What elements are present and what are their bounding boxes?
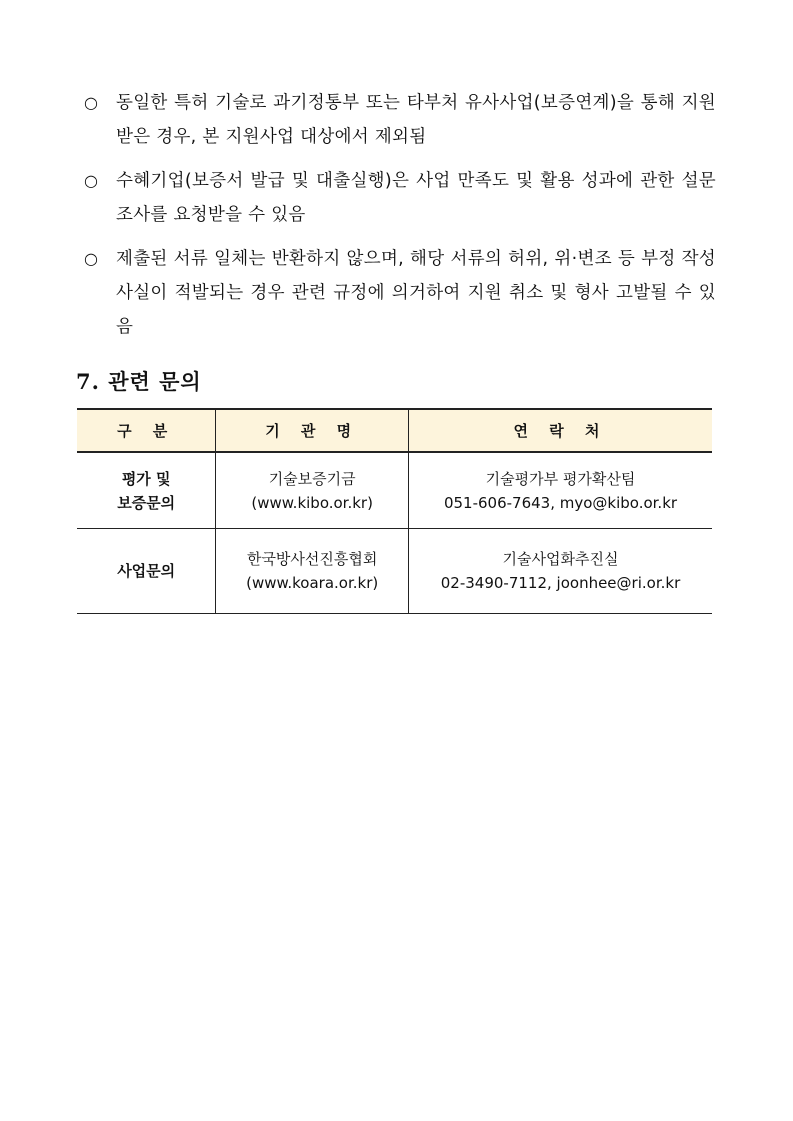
contact-cell [409,529,713,614]
note-item [84,164,716,232]
notes-list [84,86,716,354]
organization-cell [216,452,409,529]
table-header-row [77,409,712,452]
table-row [77,452,712,529]
section-title: 7. 관련 문의 [76,369,202,394]
header-category: 구 분 [77,409,216,452]
organization-name: 한국방사선진흥협회 [246,550,378,568]
category-cell [77,452,216,529]
note-text: 동일한 특허 기술로 과기정통부 또는 타부처 유사사업(보증연계)을 통해 지원받은 경우, 본 지원사업 대상에서 제외됨 [116,93,716,147]
contact-cell [409,452,713,529]
organization-url: (www.koara.or.kr) [246,574,379,592]
category-line: 평가 및 [121,469,171,488]
contact-table [77,408,712,614]
header-organization: 기 관 명 [216,409,409,452]
contact-department: 기술사업화추진실 [502,550,619,568]
contact-info: 051-606-7643, myo@kibo.or.kr [443,493,678,512]
note-item [84,242,716,344]
category-line: 보증문의 [117,493,176,512]
circle-bullet-icon: ○ [84,249,99,268]
table-row [77,529,712,614]
category-line: 사업문의 [117,562,176,580]
circle-bullet-icon: ○ [84,171,99,190]
note-text: 제출된 서류 일체는 반환하지 않으며, 해당 서류의 허위, 위·변조 등 부정 작성 사실이 적발되는 경우 관련 규정에 의거하여 지원 취소 및 형사 고발될 수 있음 [116,249,716,337]
header-contact: 연 락 처 [409,409,713,452]
organization-url: (www.kibo.or.kr) [251,493,373,512]
contact-department: 기술평가부 평가확산팀 [485,469,636,488]
organization-cell [216,529,409,614]
organization-name: 기술보증기금 [268,469,356,488]
category-cell [77,529,216,614]
note-text: 수혜기업(보증서 발급 및 대출실행)은 사업 만족도 및 활용 성과에 관한 설문조사를 요청받을 수 있음 [116,171,716,225]
note-item [84,86,716,154]
contact-info: 02-3490-7112, joonhee@ri.or.kr [440,574,681,592]
circle-bullet-icon: ○ [84,93,99,112]
